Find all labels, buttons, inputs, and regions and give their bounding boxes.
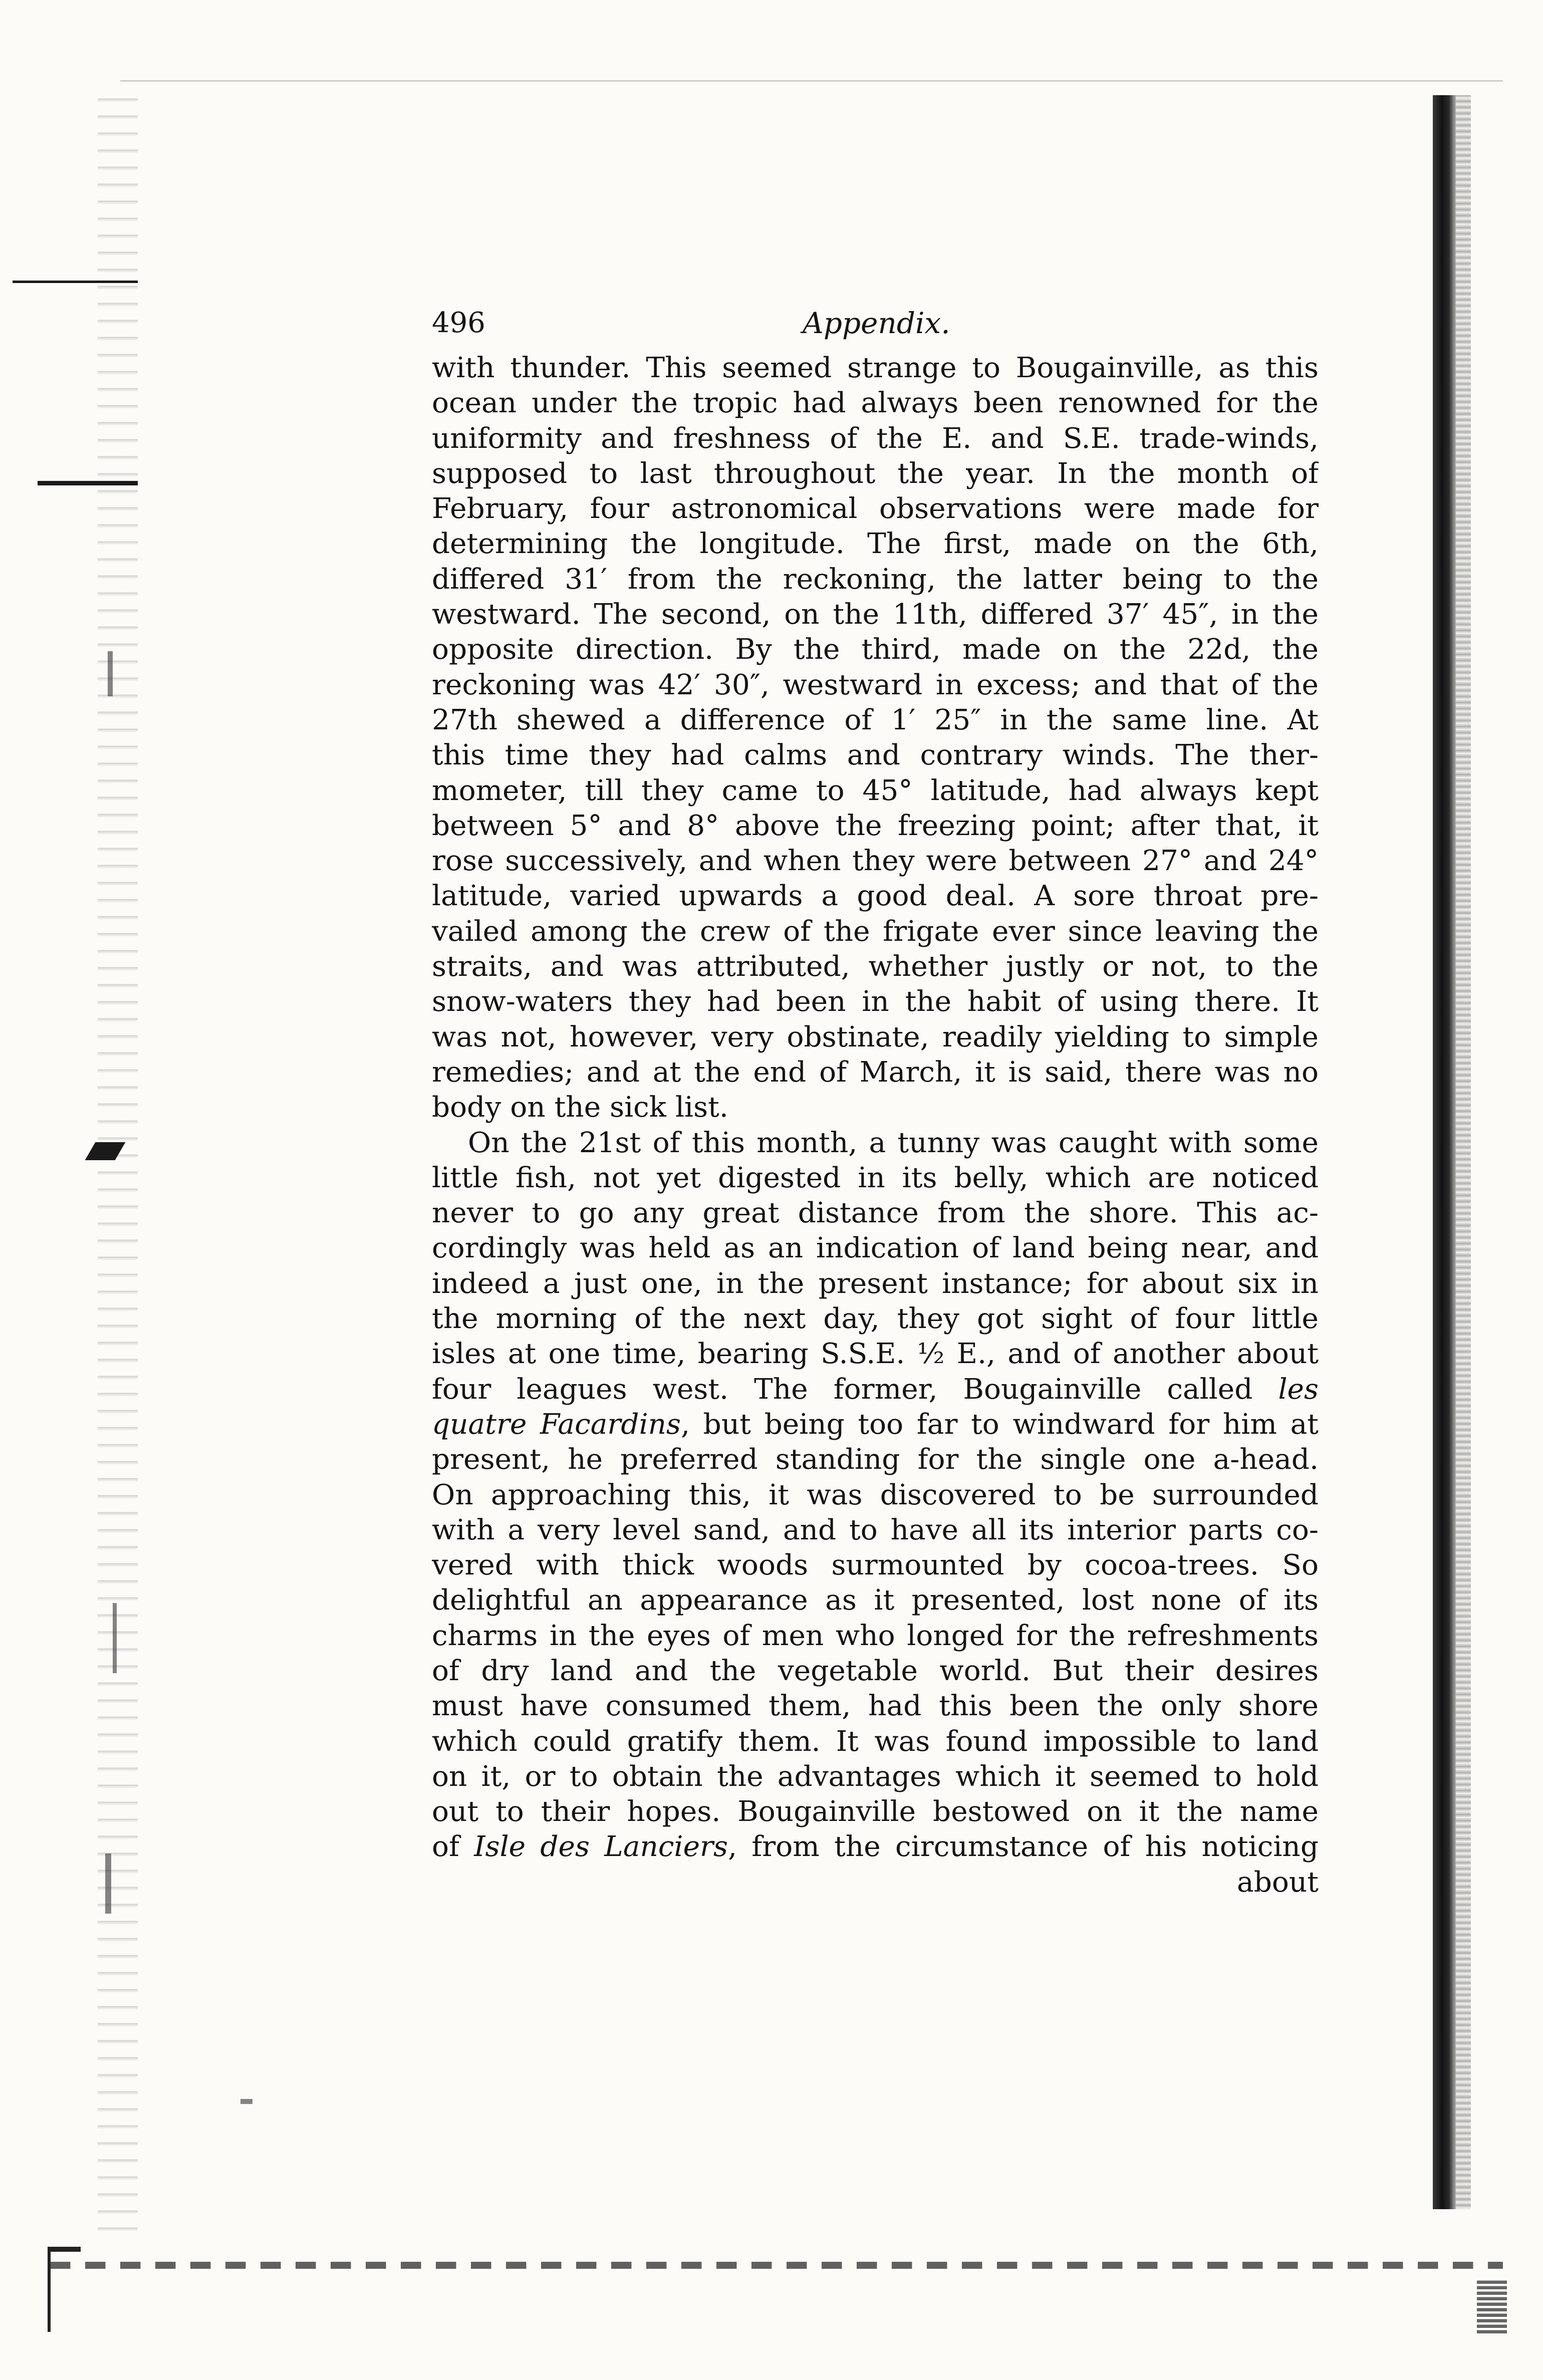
text-line: on it, or to obtain the advantages which it seemed to hold (432, 1760, 1319, 1793)
text-line: out to their hopes. Bougainville bestowed on it the name (432, 1795, 1319, 1828)
text-line: must have consumed them, had this been the only shore (432, 1690, 1319, 1723)
text-line: never to go any great distance from the shore. This ac- (432, 1197, 1319, 1230)
body-text (432, 351, 1319, 1900)
library-stamp (1477, 2278, 1507, 2333)
text-line: latitude, varied upwards a good deal. A sore throat pre- (432, 880, 1319, 913)
text-line: present, he preferred standing for the single one a-head. (432, 1443, 1319, 1476)
text-line: four leagues west. The former, Bougainville called les (432, 1373, 1319, 1406)
text-line: with thunder. This seemed strange to Bougainville, as this (432, 352, 1319, 384)
text-line: supposed to last throughout the year. In the month of (432, 457, 1319, 490)
scan-scratch-2 (113, 1603, 117, 1673)
text-line: differed 31′ from the reckoning, the latter being to the (432, 563, 1319, 596)
text-line: ocean under the tropic had always been renowned for the (432, 387, 1319, 420)
text-line: isles at one time, bearing S.S.E. ½ E., and of another about (432, 1338, 1319, 1371)
page-right-edge (1433, 95, 1456, 2209)
scan-top-edge (120, 80, 1503, 82)
scan-corner-left (48, 2247, 81, 2332)
page-number: 496 (432, 307, 485, 339)
scan-scratch-3 (105, 1854, 111, 1914)
scan-scratch-1 (108, 651, 113, 696)
text-line: uniformity and freshness of the E. and S.E. trade-winds, (432, 422, 1319, 455)
text-line: determining the longitude. The first, made on the 6th, (432, 527, 1319, 561)
text-line: rose successively, and when they were between 27° and 24° (432, 845, 1319, 878)
text-line: snow-waters they had been in the habit of using there. It (432, 985, 1319, 1018)
text-line: reckoning was 42′ 30″, westward in excess; and that of the (432, 668, 1319, 701)
scan-scratch-4 (240, 2099, 252, 2104)
text-line: westward. The second, on the 11th, differed 37′ 45″, in the (432, 598, 1319, 631)
text-line: indeed a just one, in the present instance; for about six in (432, 1267, 1319, 1300)
text-line: which could gratify them. It was found impossible to land (432, 1725, 1319, 1758)
scan-mark-left-2 (38, 481, 138, 485)
text-line: was not, however, very obstinate, readily yielding to simple (432, 1020, 1319, 1053)
page-bottom-edge (50, 2262, 1503, 2269)
text-line: body on the sick list. (432, 1091, 728, 1124)
text-line: this time they had calms and contrary winds. The ther- (432, 739, 1319, 772)
text-line: vailed among the crew of the frigate ever since leaving the (432, 915, 1319, 948)
text-line: delightful an appearance as it presented, lost none of its (432, 1584, 1319, 1617)
text-line: 27th shewed a difference of 1′ 25″ in the same line. At (432, 703, 1319, 736)
text-line: straits, and was attributed, whether justly or not, to the (432, 950, 1319, 983)
text-line: quatre Facardins, but being too far to windward for him at (432, 1408, 1319, 1441)
page-right-edge-shadow (1456, 95, 1471, 2209)
text-line: between 5° and 8° above the freezing point; after that, it (432, 809, 1319, 842)
running-head: Appendix. (803, 306, 950, 340)
text-line: On approaching this, it was discovered to be surrounded (432, 1478, 1319, 1511)
text-line: vered with thick woods surmounted by cocoa-trees. So (432, 1549, 1319, 1582)
page-header (432, 301, 1319, 346)
text-line: On the 21st of this month, a tunny was caught with some (468, 1126, 1319, 1159)
text-line: remedies; and at the end of March, it is said, there was no (432, 1055, 1319, 1089)
text-line: of dry land and the vegetable world. But their desires (432, 1654, 1319, 1687)
text-line: the morning of the next day, they got sight of four little (432, 1302, 1319, 1336)
text-line: little fish, not yet digested in its belly, which are noticed (432, 1161, 1319, 1194)
text-line: mometer, till they came to 45° latitude, had always kept (432, 774, 1319, 807)
binding-gutter (98, 85, 138, 2239)
text-line: cordingly was held as an indication of land being near, and (432, 1232, 1319, 1265)
text-line: opposite direction. By the third, made on the 22d, the (432, 633, 1319, 666)
text-line: of Isle des Lanciers, from the circumstance of his noticing (432, 1830, 1319, 1864)
catchword: about (1237, 1866, 1319, 1899)
scan-mark-left-1 (13, 281, 138, 283)
text-line: with a very level sand, and to have all its interior parts co- (432, 1513, 1319, 1546)
text-line: charms in the eyes of men who longed for the refreshments (432, 1619, 1319, 1652)
text-line: February, four astronomical observations were made for (432, 492, 1319, 525)
